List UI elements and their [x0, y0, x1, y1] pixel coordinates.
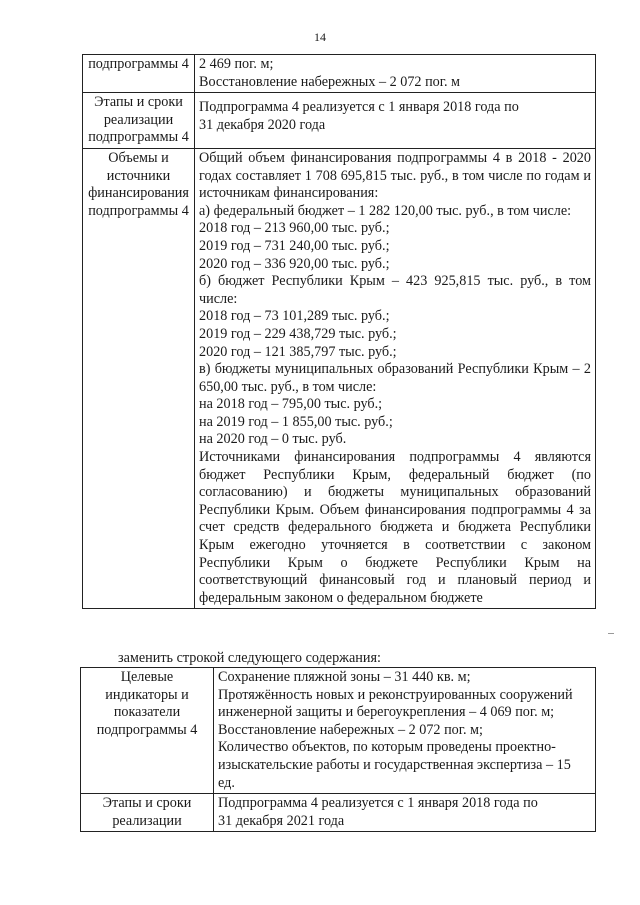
- row-label: [83, 148, 195, 608]
- table-row: [81, 794, 596, 832]
- content-line: 31 декабря 2020 года: [199, 116, 326, 133]
- content-line: на 2018 год – 795,00 тыс. руб.;: [199, 396, 383, 413]
- content-line: Протяжённость новых и реконструированных сооружений инженерной защиты и берегоукрепления – 4 069 пог. м;: [218, 686, 573, 721]
- row-label: [83, 93, 195, 149]
- content-line: на 2020 год – 0 тыс. руб.: [199, 431, 347, 448]
- content-line: 31 декабря 2021 года: [218, 812, 345, 829]
- content-line: Восстановление набережных – 2 072 пог. м: [199, 73, 461, 90]
- label-line: Этапы и сроки: [94, 94, 183, 111]
- row-content: [195, 93, 596, 149]
- label-line: источники: [106, 167, 171, 184]
- content-line: Источниками финансирования подпрограммы 4 являются бюджет Республики Крым, федеральный бюджет (по согласованию) и бюджеты муниципальных образований Республики Крым. Объем финансирования подпрограммы 4 за счет средств федерального бюджета и бюджета Республики Крым ежегодно уточняется в соответствии с законом Республики Крым о бюджете Республики Крым на соответствующий финансовый год и плановый период и федеральным законом о федеральном бюджете: [199, 449, 591, 606]
- content-line: Подпрограмма 4 реализуется с 1 января 2018 года по: [199, 99, 519, 116]
- content-line: Восстановление набережных – 2 072 пог. м;: [218, 721, 483, 738]
- content-line: 2018 год – 213 960,00 тыс. руб.;: [199, 220, 390, 237]
- table-row: [83, 93, 596, 149]
- scan-mark: [608, 633, 614, 637]
- label-line: показатели: [113, 704, 181, 721]
- content-line: 2018 год – 73 101,289 тыс. руб.;: [199, 308, 390, 325]
- passport-table-old: [82, 54, 596, 609]
- content-line: 2020 год – 121 385,797 тыс. руб.;: [199, 343, 397, 360]
- label-line: подпрограммы 4: [88, 202, 189, 219]
- label-line: подпрограммы 4: [88, 56, 189, 72]
- label-line: финансирования: [88, 185, 189, 202]
- table-row: [83, 148, 596, 608]
- content-line: на 2019 год – 1 855,00 тыс. руб.;: [199, 413, 393, 430]
- label-line: Целевые: [120, 669, 174, 685]
- page-number: 14: [314, 30, 326, 44]
- content-line: 2019 год – 731 240,00 тыс. руб.;: [199, 237, 390, 254]
- replace-phrase: заменить строкой следующего содержания:: [118, 650, 381, 666]
- label-line: подпрограммы 4: [96, 721, 198, 738]
- row-label: [83, 55, 195, 93]
- label-line: Этапы и сроки: [102, 795, 192, 812]
- row-content: [214, 794, 596, 832]
- content-line: Сохранение пляжной зоны – 31 440 кв. м;: [218, 669, 471, 685]
- content-line: 2019 год – 229 438,729 тыс. руб.;: [199, 325, 397, 342]
- content-line: Общий объем финансирования подпрограммы 4 в 2018 - 2020 годах составляет 1 708 695,815 тыс. руб., в том числе по годам и источникам финансирования:: [199, 149, 591, 202]
- row-content: [195, 55, 596, 93]
- label-line: реализации: [112, 812, 182, 829]
- content-line: Количество объектов, по которым проведены проектно-изыскательские работы и государственная экспертиза – 15 ед.: [218, 739, 571, 791]
- content-line: 2020 год – 336 920,00 тыс. руб.;: [199, 255, 390, 272]
- label-line: реализации: [103, 111, 174, 128]
- content-line: 2 469 пог. м;: [199, 56, 274, 72]
- row-label: [81, 794, 214, 832]
- row-label: [81, 668, 214, 794]
- content-line: в) бюджеты муниципальных образований Республики Крым – 2 650,00 тыс. руб., в том числе:: [199, 361, 591, 395]
- label-line: индикаторы и: [105, 686, 189, 703]
- table-row: [83, 55, 596, 93]
- label-line: Объемы и: [108, 149, 169, 166]
- table-row: [81, 668, 596, 794]
- label-line: подпрограммы 4: [88, 129, 189, 146]
- content-line: а) федеральный бюджет – 1 282 120,00 тыс. руб., в том числе:: [199, 202, 572, 219]
- content-line: Подпрограмма 4 реализуется с 1 января 2018 года по: [218, 795, 538, 812]
- row-content: [195, 148, 596, 608]
- content-line: б) бюджет Республики Крым – 423 925,815 тыс. руб., в том числе:: [199, 273, 591, 307]
- row-content: [214, 668, 596, 794]
- passport-table-new: [80, 667, 596, 832]
